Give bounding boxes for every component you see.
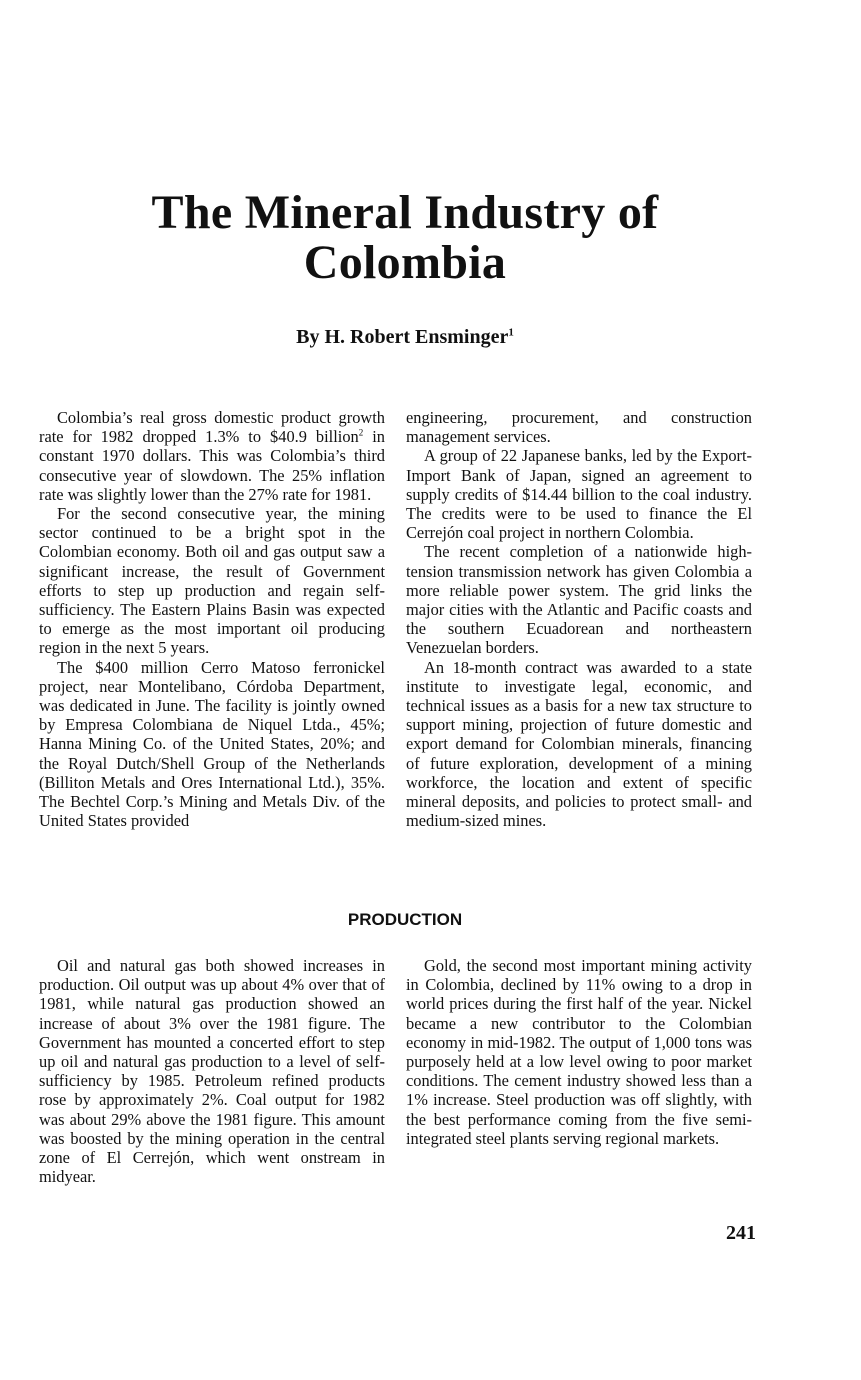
production-paragraph-1: Oil and natural gas both showed increases in production. Oil output was up about 4% over that of 1981, while natural gas production showed an increase of about 3% over the 1981 figure. The Government has mounted a concerted effort to step up oil and natural gas production to a level of self-sufficiency by 1985. Petroleum refined products rose by approximately 2%. Coal output for 1982 was about 29% above the 1981 figure. This amount was boosted by the mining operation in the central zone of El Cerrejón, which went onstream in midyear. (39, 956, 385, 1187)
production-column-right (406, 956, 752, 1148)
production-column-left (39, 956, 385, 1186)
intro-paragraph-1 (39, 408, 385, 504)
intro-paragraph-1-part-a: Colombia’s real gross domestic product growth rate for 1982 dropped 1.3% to $40.9 billion (39, 408, 385, 447)
intro-paragraph-6: An 18-month contract was awarded to a state institute to investigate legal, economic, and technical issues as a basis for a new tax structure to support mining, projection of future domestic and export demand for Colombian minerals, financing of future exploration, development of a mining workforce, the location and extent of specific mineral deposits, and policies to protect small- and medium-sized mines. (406, 657, 752, 831)
production-paragraph-2: Gold, the second most important mining activity in Colombia, declined by 11% owing to a drop in world prices during the first half of the year. Nickel became a new contributor to the Colombian economy in mid-1982. The output of 1,000 tons was purposely held at a low level owing to poor market conditions. The cement industry showed less than a 1% increase. Steel production was off slightly, with the best performance coming from the five semi-integrated steel plants serving regional markets. (406, 956, 752, 1148)
author-name: By H. Robert Ensminger (296, 326, 509, 348)
footnote-marker: 2 (358, 427, 364, 438)
intro-column-right (406, 408, 752, 830)
intro-paragraph-4: A group of 22 Japanese banks, led by the Export-Import Bank of Japan, signed an agreement to supply credits of $14.44 billion to the coal industry. The credits were to be used to finance the El Cerrejón coal project in northern Colombia. (406, 446, 752, 543)
byline (60, 326, 750, 349)
page-number: 241 (726, 1222, 756, 1244)
intro-paragraph-3-continued: engineering, procurement, and construction management services. (406, 408, 752, 447)
intro-paragraph-5: The recent completion of a nationwide high-tension transmission network has given Colombia a more reliable power system. The grid links the major cities with the Atlantic and Pacific coasts and the southern Ecuadorean and northeastern Venezuelan borders. (406, 542, 752, 658)
author-footnote-marker: 1 (508, 326, 514, 339)
intro-paragraph-1-part-b: in constant 1970 dollars. This was Colombia’s third consecutive year of slowdown. The 25% inflation rate was slightly lower than the 27% rate for 1981. (39, 427, 385, 504)
intro-paragraph-3: The $400 million Cerro Matoso ferronickel project, near Montelibano, Córdoba Department, was dedicated in June. The facility is jointly owned by Empresa Colombiana de Niquel Ltda., 45%; Hanna Mining Co. of the United States, 20%; and the Royal Dutch/Shell Group of the Netherlands (Billiton Metals and Ores International Ltd.), 35%. The Bechtel Corp.’s Mining and Metals Div. of the United States provided (39, 657, 385, 831)
page-title: The Mineral Industry of Colombia (151, 186, 659, 289)
intro-column-left (39, 408, 385, 830)
intro-paragraph-2: For the second consecutive year, the mining sector continued to be a bright spot in the Colombian economy. Both oil and gas output saw a significant increase, the result of Government efforts to step up production and regain self-sufficiency. The Eastern Plains Basin was expected to emerge as the most important oil producing region in the next 5 years. (39, 504, 385, 658)
section-heading-production: PRODUCTION (347, 910, 463, 929)
